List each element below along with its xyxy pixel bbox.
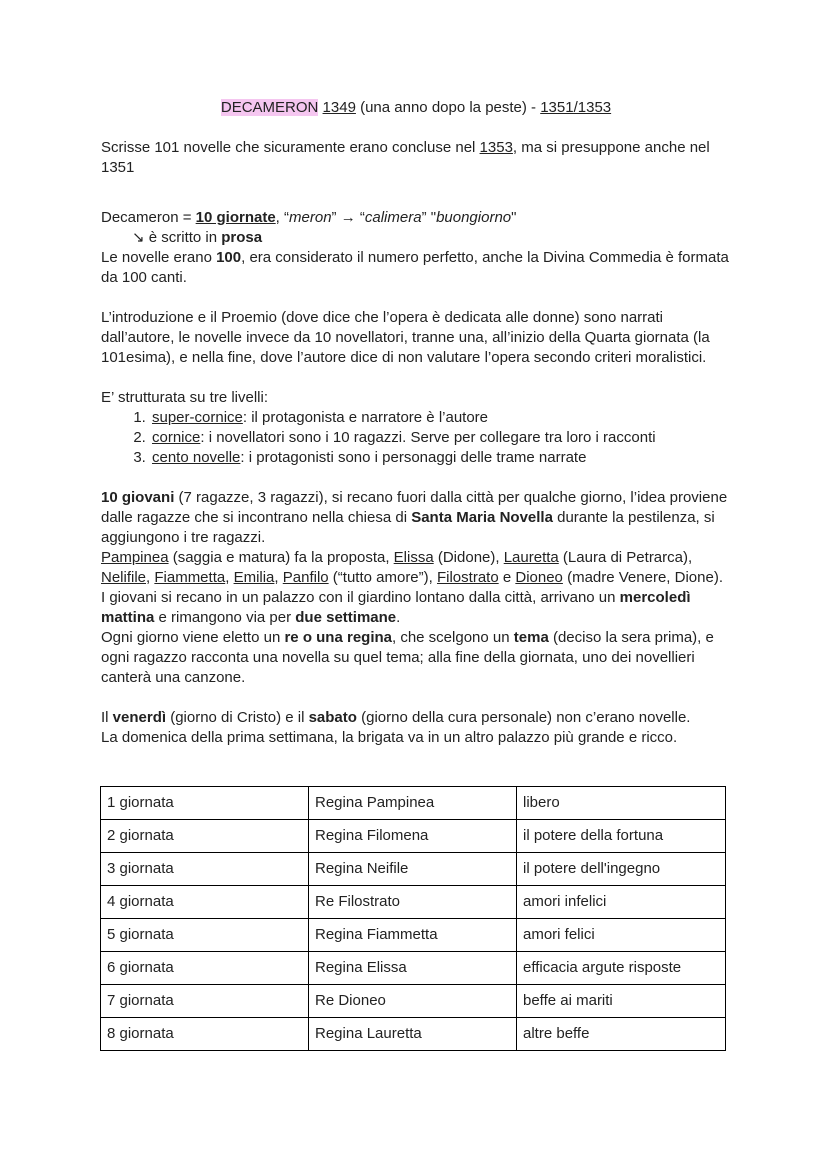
sovrano-cell: Regina Elissa (309, 952, 517, 985)
character-name: Dioneo (515, 569, 563, 586)
paragraph-dieci-giovani (101, 488, 731, 548)
list-term: super-cornice (152, 409, 243, 426)
character-name: Emilia (233, 569, 275, 586)
text: Decameron = (101, 209, 196, 226)
list-desc: : il protagonista e narratore è l’autore (242, 409, 489, 426)
table-row (101, 952, 726, 985)
character-name: Filostrato (436, 569, 499, 586)
giornata-cell: 7 giornata (101, 985, 309, 1018)
document-body (101, 98, 731, 748)
paragraph-introduzione: L’introduzione e il Proemio (dove dice che l’opera è dedicata alle donne) sono narrati dall’autore, le novelle invece da 10 novellatori, tranne una, all’inizio della Quarta giornata (la 101esima), e nella fine, dove l’autore dice di non valutare l’opera secondo criteri moralistici. (101, 309, 710, 366)
text: , che scelgono un (392, 629, 514, 646)
giornata-cell: 8 giornata (101, 1018, 309, 1051)
text: (7 ragazze, 3 ragazzi), si recano fuori dalla città per qualche giorno, l’idea proviene dalle ragazze che si incontrano nella chiesa di (101, 489, 728, 526)
bold-underlined-term: 10 giornate (195, 209, 276, 226)
giornata-cell: 3 giornata (101, 853, 309, 886)
text: (“tutto amore”), (328, 569, 437, 586)
text: I giovani si recano in un palazzo con il giardino lontano dalla città, arrivano un (101, 589, 620, 606)
list-item (150, 428, 731, 448)
paragraph-venerdi-sabato (101, 708, 731, 728)
table-row (101, 820, 726, 853)
table-row (101, 919, 726, 952)
text: durante la pestilenza, si aggiungono i tre ragazzi. (101, 509, 715, 546)
text: (saggia e matura) fa la proposta, (168, 549, 394, 566)
title-year: 1349 (322, 99, 356, 116)
list-item (150, 408, 731, 428)
title-highlight: DECAMERON (220, 99, 319, 116)
text: , (274, 569, 283, 586)
text: . (396, 609, 401, 626)
bold-term: mercoledì mattina (101, 589, 691, 626)
text: (Didone), (433, 549, 504, 566)
list-desc: : i protagonisti sono i personaggi delle trame narrate (240, 449, 587, 466)
character-name: Panfilo (282, 569, 329, 586)
list-item (150, 448, 731, 468)
giornata-cell: 5 giornata (101, 919, 309, 952)
sovrano-cell: Regina Fiammetta (309, 919, 517, 952)
giornata-cell: 1 giornata (101, 787, 309, 820)
arrow-note-prosa (101, 228, 731, 248)
paragraph-domenica: La domenica della prima settimana, la brigata va in un altro palazzo più grande e ricco. (101, 729, 678, 746)
text: ” " (421, 209, 437, 226)
sovrano-cell: Regina Lauretta (309, 1018, 517, 1051)
paragraph-personaggi (101, 548, 731, 588)
giornata-cell: 4 giornata (101, 886, 309, 919)
giornata-cell: 6 giornata (101, 952, 309, 985)
italic-term: calimera (364, 209, 422, 226)
tema-cell: il potere della fortuna (517, 820, 726, 853)
underlined-year: 1353 (479, 139, 513, 156)
text: e rimangono via per (154, 609, 296, 626)
sovrano-cell: Regina Neifile (309, 853, 517, 886)
tema-cell: beffe ai mariti (517, 985, 726, 1018)
text: " (511, 209, 517, 226)
text: , “ (275, 209, 290, 226)
character-name: Elissa (393, 549, 434, 566)
table-row (101, 1018, 726, 1051)
paragraph-cento-novelle (101, 248, 731, 288)
title-note: (una anno dopo la peste) - (355, 99, 541, 116)
text: (giorno di Cristo) e il (166, 709, 309, 726)
bold-term: sabato (308, 709, 357, 726)
paragraph-palazzo (101, 588, 731, 628)
text: (giorno della cura personale) non c’erano novelle. (356, 709, 691, 726)
tema-cell: amori infelici (517, 886, 726, 919)
levels-list (101, 408, 731, 468)
text: (madre Venere, Dione). (562, 569, 723, 586)
character-name: Lauretta (503, 549, 559, 566)
bold-term: 100 (216, 249, 242, 266)
tema-cell: altre beffe (517, 1018, 726, 1051)
bold-term: Santa Maria Novella (411, 509, 553, 526)
italic-term: buongiorno (436, 209, 512, 226)
paragraph-decameron-meaning (101, 208, 731, 228)
list-term: cento novelle (152, 449, 241, 466)
italic-term: meron (289, 209, 332, 226)
table-row (101, 985, 726, 1018)
bold-term: tema (513, 629, 549, 646)
table-row (101, 853, 726, 886)
character-name: Fiammetta (154, 569, 226, 586)
giornata-cell: 2 giornata (101, 820, 309, 853)
paragraph-livelli-intro: E’ strutturata su tre livelli: (101, 389, 268, 406)
text: , (146, 569, 155, 586)
document-title (101, 98, 731, 118)
list-term: cornice (152, 429, 201, 446)
sovrano-cell: Regina Filomena (309, 820, 517, 853)
table-body (101, 787, 726, 1051)
text: Ogni giorno viene eletto un (101, 629, 285, 646)
text: , era considerato il numero perfetto, anche la Divina Commedia è formata da 100 canti. (101, 249, 729, 286)
character-name: Pampinea (101, 549, 169, 566)
bold-term: due settimane (295, 609, 397, 626)
text: , ma si presuppone anche nel 1351 (101, 139, 710, 176)
text: Il (101, 709, 113, 726)
text: Scrisse 101 novelle che sicuramente erano concluse nel (101, 139, 480, 156)
table-row (101, 886, 726, 919)
bold-term: prosa (221, 229, 263, 246)
bold-term: re o una regina (284, 629, 392, 646)
sovrano-cell: Re Filostrato (309, 886, 517, 919)
text: e (498, 569, 516, 586)
tema-cell: libero (517, 787, 726, 820)
paragraph-novelle-count (101, 138, 731, 178)
text: ↘ è scritto in (132, 229, 222, 246)
giornate-table (100, 786, 726, 1051)
paragraph-re-regina (101, 628, 731, 688)
character-name: Nelifile (101, 569, 147, 586)
bold-term: 10 giovani (101, 489, 175, 506)
title-range: 1351/1353 (540, 99, 612, 116)
tema-cell: efficacia argute risposte (517, 952, 726, 985)
text: ” → “ (331, 209, 365, 226)
text: (deciso la sera prima), e ogni ragazzo racconta una novella su quel tema; alla fine della giornata, uno dei novellieri canterà una canzone. (101, 629, 714, 686)
sovrano-cell: Re Dioneo (309, 985, 517, 1018)
text: (Laura di Petrarca), (558, 549, 693, 566)
text: , (225, 569, 234, 586)
tema-cell: il potere dell'ingegno (517, 853, 726, 886)
tema-cell: amori felici (517, 919, 726, 952)
sovrano-cell: Regina Pampinea (309, 787, 517, 820)
bold-term: venerdì (112, 709, 167, 726)
list-desc: : i novellatori sono i 10 ragazzi. Serve per collegare tra loro i racconti (200, 429, 656, 446)
table-row (101, 787, 726, 820)
text: Le novelle erano (101, 249, 217, 266)
